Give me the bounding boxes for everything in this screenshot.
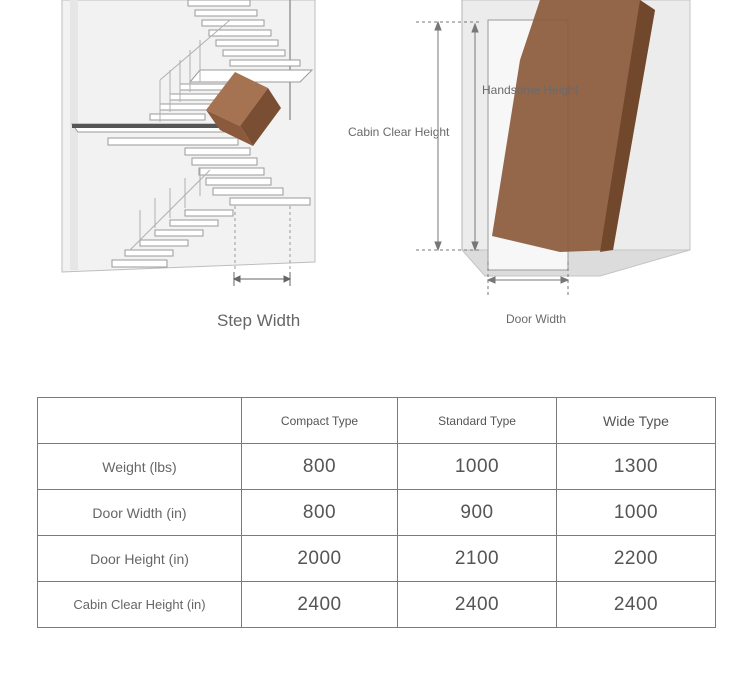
table-row — [38, 444, 716, 490]
cell-value: 900 — [398, 490, 557, 536]
elevator-cabin-drawing — [416, 0, 690, 296]
table-row — [38, 490, 716, 536]
row-label-cabin-clear-height: Cabin Clear Height (in) — [38, 582, 242, 628]
handsome-height-label: Handsome Height — [482, 83, 579, 97]
cell-value: 800 — [242, 490, 398, 536]
cell-value: 2200 — [557, 536, 716, 582]
cell-value: 1300 — [557, 444, 716, 490]
row-label-door-height: Door Height (in) — [38, 536, 242, 582]
table-header-row — [38, 398, 716, 444]
header-compact-type: Compact Type — [242, 398, 398, 444]
cell-value: 2400 — [398, 582, 557, 628]
table-row — [38, 582, 716, 628]
row-label-weight: Weight (lbs) — [38, 444, 242, 490]
cell-value: 1000 — [398, 444, 557, 490]
cell-value: 1000 — [557, 490, 716, 536]
step-width-arrow — [234, 272, 290, 286]
header-wide-type: Wide Type — [557, 398, 716, 444]
staircase-drawing — [62, 0, 315, 286]
cabin-clear-height-label: Cabin Clear Height — [348, 125, 450, 139]
cell-value: 2400 — [557, 582, 716, 628]
cell-value: 2100 — [398, 536, 557, 582]
step-width-label: Step Width — [217, 311, 301, 330]
spec-table — [37, 397, 716, 628]
door-width-label: Door Width — [506, 312, 567, 326]
cell-value: 2000 — [242, 536, 398, 582]
header-standard-type: Standard Type — [398, 398, 557, 444]
cell-value: 800 — [242, 444, 398, 490]
table-row — [38, 536, 716, 582]
header-empty — [38, 398, 242, 444]
cell-value: 2400 — [242, 582, 398, 628]
row-label-door-width: Door Width (in) — [38, 490, 242, 536]
